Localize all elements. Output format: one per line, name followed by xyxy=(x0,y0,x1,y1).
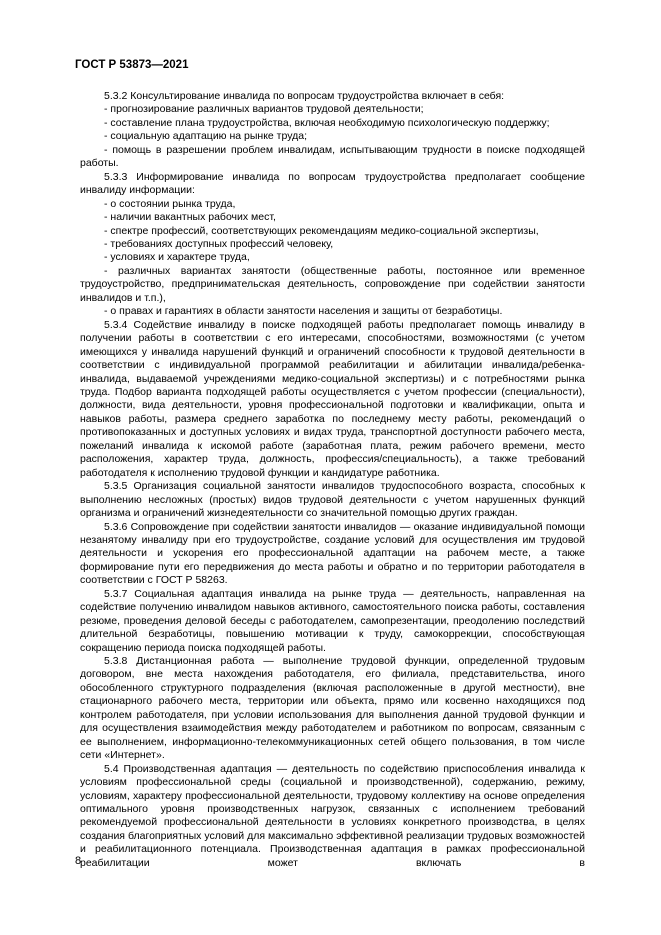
paragraph: 5.3.5 Организация социальной занятости инвалидов трудоспособного возраста, способных к выполнению несложных (простых) видов трудовой деятельности с учетом нарушенных функций организма и ограничений жизнедеятельности со значительной помощью других граждан. xyxy=(80,480,585,520)
paragraph: 5.4 Производственная адаптация — деятельность по содействию приспособления инвалида к условиям профессиональной среды (социальной и производственной), содержанию, режиму, условиям, характеру профессиональной деятельности, трудовому коллективу на основе определения оптимального уровня производственных нагрузок, связанных с исполнением требований рекомендуемой профессиональной деятельности в условиях конкретного производства, в целях создания благоприятных условий для максимально эффективной реализации трудовых возможностей и реабилитационного потенциала. Производственная адаптация в рамках профессиональной реабилитации может включать в xyxy=(80,762,585,869)
document-body xyxy=(80,90,585,870)
list-item: - прогнозирование различных вариантов трудовой деятельности; xyxy=(104,103,424,116)
paragraph: 5.3.6 Сопровождение при содействии занятости инвалидов — оказание индивидуальной помощи незанятому инвалиду при его трудоустройстве, создание условий для осуществления им трудовой деятельности и ускорения его профессиональной адаптации на рабочем месте, а также формирование пути его передвижения до места работы и обратно и по территории работодателя в соответствии с ГОСТ Р 58263. xyxy=(80,520,585,587)
list-item: - помощь в разрешении проблем инвалидам, испытывающим трудности в поиске подходящей работы. xyxy=(80,143,585,170)
list-item: - различных вариантах занятости (общественные работы, постоянное или временное трудоустройство, предпринимательская деятельность, сопровождение при содействии занятости инвалидов и т.п.), xyxy=(80,264,585,304)
list-item: - о состоянии рынка труда, xyxy=(104,197,236,210)
paragraph: 5.3.3 Информирование инвалида по вопросам трудоустройства предполагает сообщение инвалиду информации: xyxy=(80,170,585,197)
paragraph: 5.3.8 Дистанционная работа — выполнение трудовой функции, определенной трудовым договором, вне места нахождения работодателя, его филиала, представительства, иного обособленного структурного подразделения (включая расположенные в другой местности), вне стационарного рабочего места, территории или объекта, прямо или косвенно находящихся под контролем работодателя, при условии использования для выполнения данной трудовой функции и для осуществления взаимодействия между работодателем и работником по вопросам, связанным с ее выполнением, информационно-телекоммуникационных сетей общего пользования, в том числе сети «Интернет». xyxy=(80,655,585,762)
list-item: - составление плана трудоустройства, включая необходимую психологическую поддержку; xyxy=(104,116,550,129)
paragraph: 5.3.2 Консультирование инвалида по вопросам трудоустройства включает в себя: xyxy=(104,90,505,102)
list-item: - требованиях доступных профессий человеку, xyxy=(104,237,334,250)
list-item: - о правах и гарантиях в области занятости населения и защиты от безработицы. xyxy=(104,305,503,318)
list-item: - условиях и характере труда, xyxy=(104,251,250,264)
list-item: - социальную адаптацию на рынке труда; xyxy=(104,130,307,143)
document-header: ГОСТ Р 53873—2021 xyxy=(75,59,189,71)
page-number: 8 xyxy=(75,855,82,867)
list-item: - наличии вакантных рабочих мест, xyxy=(104,211,276,224)
paragraph: 5.3.4 Содействие инвалиду в поиске подходящей работы предполагает помощь инвалиду в получении работы в соответствии с его интересами, способностями, возможностями (с учетом имеющихся у инвалида нарушений функций и ограничений способности к трудовой деятельности в соответствии с индивидуальной программой реабилитации и абилитации инвалида/ребенка-инвалида, выдаваемой учреждениями медико-социальной экспертизы) и с потребностями рынка труда. Подбор варианта подходящей работы осуществляется с учетом профессии (специальности), должности, вида деятельности, уровня профессиональной подготовки и квалификации, опыта и навыков работы, размера среднего заработка по последнему месту работы, рекомендаций о противопоказанных и доступных условиях и видах труда, транспортной доступности рабочего места, пожеланий инвалида к искомой работе (заработная плата, режим рабочего времени, место расположения, характер труда, должность, профессия/специальность), а также требований работодателя к исполнению трудовой функции и кандидатуре работника. xyxy=(80,318,585,479)
paragraph: 5.3.7 Социальная адаптация инвалида на рынке труда — деятельность, направленная на содействие получению инвалидом навыков активного, самостоятельного поиска работы, составления резюме, проведения деловой беседы с работодателем, самопрезентации, преодолению последствий длительной безработицы, повышению мотивации к труду, самокоррекции, способствующая сокращению периода поиска подходящей работы. xyxy=(80,587,585,654)
list-item: - спектре профессий, соответствующих рекомендациям медико-социальной экспертизы, xyxy=(104,224,539,237)
